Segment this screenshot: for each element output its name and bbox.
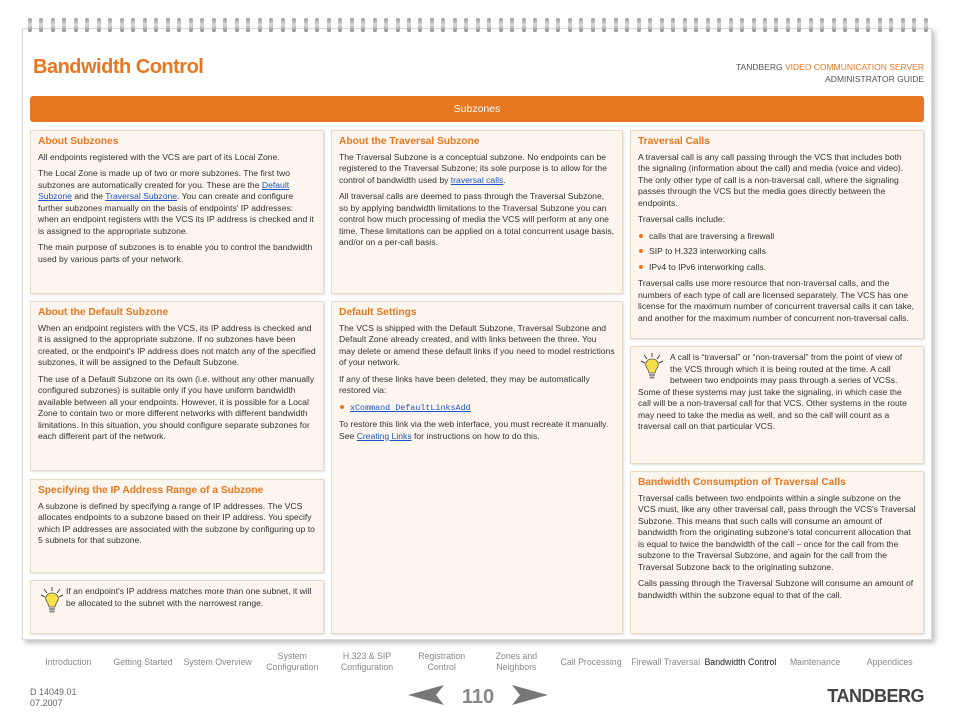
default-subzone-link[interactable]: Default Subzone [38, 179, 290, 201]
paragraph: A traversal call is any call passing through the VCS that includes both the signaling (information about the call) and media (voice and video). The only other type of call is a non-traversal call, where the signaling passes through the VCS but the media goes directly between the endpoints. [638, 151, 904, 208]
panel-heading: Specifying the IP Address Range of a Subzone [38, 485, 264, 496]
paragraph: Traversal calls between two endpoints within a single subzone on the VCS must, like any other traversal call, pass through the VCS's Traversal Subzone. This means that such calls will consume an amount of bandwidth from the originating subzone's total concurrent allocation that is equal to twice the bandwidth of the call – once for the call from the subzone to the Traversal Subzone, and again for the call from the Traversal Subzone back to the originating subzone. [638, 492, 916, 572]
page-title: Bandwidth Control [33, 56, 204, 78]
panel-heading: Traversal Calls [638, 136, 710, 147]
tip-text: A call is “traversal” or “non-traversal” from the point of view of the VCS through which it is being routed at the time. A call between two endpoints may pass through a series of VCSs. Some of these systems may just take the signaling, in which case the call will be a non-traversal call for that VCS. Other systems in the route may need to take the media as well, and so the call will count as a traversal call on that particular VCS. [638, 352, 907, 431]
panel-about-default-subzone [30, 301, 324, 471]
tab-system-configuration[interactable]: System Configuration [252, 644, 333, 680]
panel-heading: Bandwidth Consumption of Traversal Calls [638, 477, 846, 488]
paragraph: If any of these links have been deleted, they may be automatically restored via: [339, 373, 590, 395]
list-item: calls that are traversing a firewall [638, 231, 916, 243]
paragraph: A subzone is defined by specifying a range of IP addresses. The VCS allocates endpoints to a subzone based on their IP address. You specify which IP addresses are associated with the subzone by configuring up to 5 subnets for that subzone. [38, 500, 315, 545]
tab-system-overview[interactable]: System Overview [177, 644, 258, 680]
paragraph: The VCS is shipped with the Default Subzone, Traversal Subzone and Default Zone already created, and with links between the three. You may delete or amend these default links if you need to model restrictions of your network. [339, 322, 615, 367]
tab-call-processing[interactable]: Call Processing [551, 644, 632, 680]
panel-heading: About the Default Subzone [38, 307, 169, 318]
footer-doc-info [30, 687, 77, 709]
arrow-right-icon[interactable] [512, 685, 548, 710]
tip-text: If an endpoint's IP address matches more than one subnet, it will be allocated to the subnet with the narrowest range. [66, 586, 312, 608]
tab-maintenance[interactable]: Maintenance [775, 644, 856, 680]
creating-links-link[interactable]: Creating Links [356, 430, 412, 441]
panel-heading: About Subzones [38, 136, 119, 147]
panel-heading: Default Settings [339, 307, 417, 318]
paragraph: All endpoints registered with the VCS are part of its Local Zone. [38, 151, 280, 162]
panel-ip-address-range [30, 479, 324, 573]
page-number: 110 [461, 685, 495, 708]
pager [408, 684, 548, 710]
paragraph: Calls passing through the Traversal Subzone will consume an amount of bandwidth within the subzone equal to that of the call. [638, 578, 914, 600]
panel-about-traversal-subzone [331, 130, 623, 294]
paragraph: The Traversal Subzone is a conceptual subzone. No endpoints can be registered to the Traversal Subzone; its sole purpose is to allow for the control of bandwidth used by traversal calls. [339, 151, 607, 185]
tandberg-logo: TANDBERG [827, 686, 924, 706]
paragraph: The main purpose of subzones is to enable you to control the bandwidth used by various parts of your network. [38, 242, 313, 264]
paragraph: The Local Zone is made up of two or more subzones. The first two subzones are automatically created for you. These are the Default Subzone and the Traversal Subzone. You can create and configure further subzones manually on the basis of endpoints' IP addresses: when an endpoint registers with the VCS its IP address is checked and it is assigned to the appropriate subzone. [38, 168, 314, 236]
paragraph: The use of a Default Subzone on its own (i.e. without any other manually configured subzones) is suitable only if you have uniform bandwidth available between all your endpoints. However, it is possible for a Local Zone to contain two or more different networks with different bandwidth limitations. In this situation, you should configure separate subzones for each different part of the network. [38, 373, 315, 441]
tab-registration-control[interactable]: Registration Control [401, 644, 482, 680]
tab-getting-started[interactable]: Getting Started [103, 644, 184, 680]
list-item: SIP to H.323 interworking calls [638, 246, 916, 258]
binding-rings [28, 18, 928, 38]
doc-id: D 14049.01 [30, 687, 77, 697]
tab-appendices[interactable]: Appendices [849, 644, 930, 680]
traversal-calls-link[interactable]: traversal calls [450, 174, 504, 185]
doc-date: 07.2007 [30, 698, 63, 708]
list-item: IPv4 to IPv6 interworking calls. [638, 262, 916, 274]
panel-traversal-calls [630, 130, 924, 339]
tab-h323-sip-configuration[interactable]: H.323 & SIP Configuration [327, 644, 408, 680]
panel-bandwidth-consumption [630, 471, 924, 634]
section-bar: Subzones [30, 96, 924, 122]
header-brand: TANDBERG [736, 62, 783, 72]
header-product [736, 61, 924, 85]
list-item [339, 402, 615, 415]
panel-default-settings [331, 301, 623, 634]
tab-firewall-traversal[interactable]: Firewall Traversal [625, 644, 706, 680]
header-guide: ADMINISTRATOR GUIDE [825, 74, 924, 84]
paragraph: Traversal calls use more resource that non-traversal calls, and the numbers of each type of call are licensed separately. The VCS has one license for the maximum number of concurrent traversal calls it can take, and another for the maximum number of concurrent non-traversal calls. [638, 278, 915, 323]
tab-introduction[interactable]: Introduction [28, 644, 109, 680]
paragraph: When an endpoint registers with the VCS, its IP address is checked and it is assigned to the appropriate subzone. If no subzones have been created, or the endpoint's IP address does not match any of the specified subzones, it will be assigned to the Default Subzone. [38, 322, 316, 367]
command-list [339, 402, 615, 415]
arrow-left-icon[interactable] [408, 685, 444, 710]
panel-tip-subnet [30, 580, 324, 634]
lightbulb-icon [38, 586, 66, 616]
tab-bandwidth-control[interactable]: Bandwidth Control [700, 644, 781, 680]
panel-about-subzones [30, 130, 324, 294]
header-product-name: VIDEO COMMUNICATION SERVER [784, 62, 924, 72]
chapter-tabs [28, 644, 924, 680]
paragraph: All traversal calls are deemed to pass through the Traversal Subzone, so by applying bandwidth limitations to the Traversal Subzone you can control how much processing of media the VCS will perform at any one time. These limitations can be applied on a total concurrent usage basis, and/or on a per-call basis. [339, 191, 614, 247]
panel-tip-traversal [630, 346, 924, 464]
traversal-subzone-link[interactable]: Traversal Subzone [105, 191, 178, 201]
panel-heading: About the Traversal Subzone [339, 136, 480, 147]
paragraph: Traversal calls include: [638, 214, 726, 224]
tab-zones-and-neighbors[interactable]: Zones and Neighbors [476, 644, 557, 680]
lightbulb-icon [638, 352, 666, 382]
paragraph: To restore this link via the web interface, you must recreate it manually. See Creating Links for instructions on how to do this. [339, 419, 609, 441]
traversal-list [638, 231, 916, 274]
command-link[interactable]: xCommand DefaultLinksAdd [350, 402, 471, 413]
